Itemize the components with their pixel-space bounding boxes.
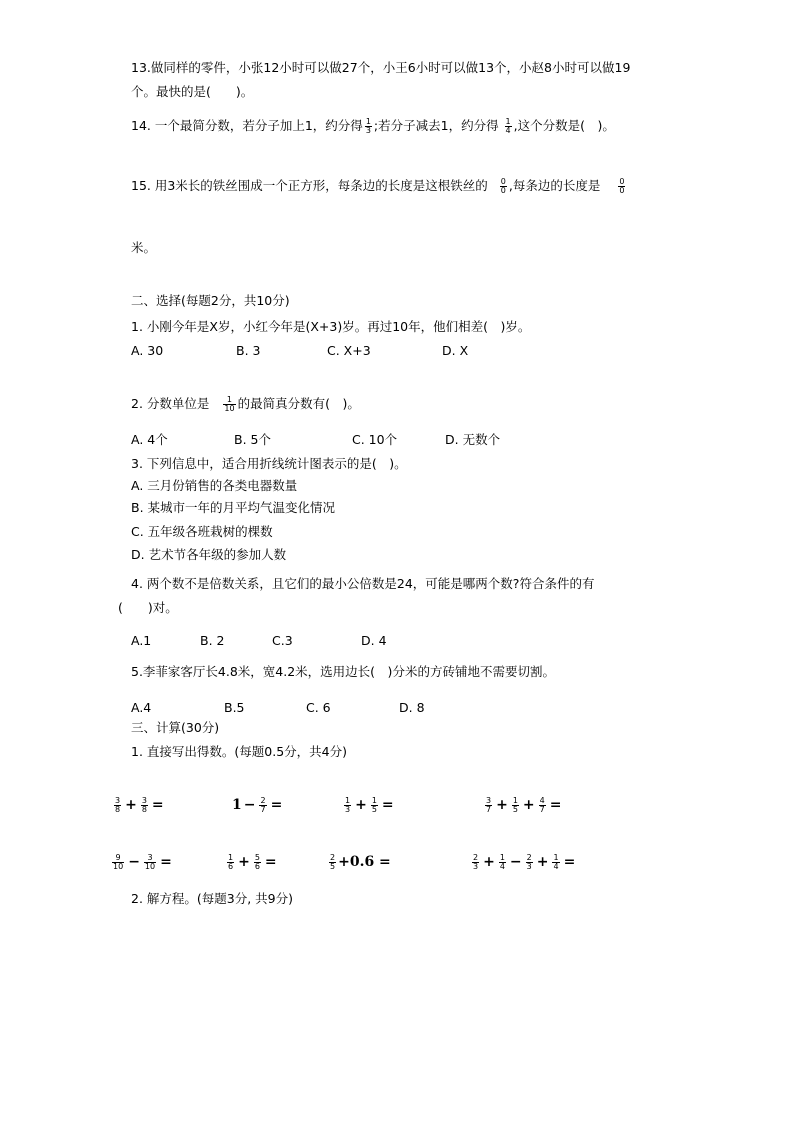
s2-q4-option-b: B. 2: [200, 633, 225, 648]
math-expr-2: 1 − $\frac{2}{7}$ =: [232, 795, 283, 814]
q13-line1: 13.做同样的零件，小张12小时可以做27个，小王6小时可以做13个，小赵8小时可以做19: [131, 60, 631, 75]
math-expr-5: $\frac{9}{10}$ − $\frac{3}{10}$ =: [113, 852, 172, 871]
math-expr-8: $\frac{2}{3}$ + $\frac{1}{4}$ − $\frac{2}{3}$ + $\frac{1}{4}$ =: [473, 852, 576, 871]
s2-q3-option-b: B. 某城市一年的月平均气温变化情况: [131, 500, 336, 515]
s2-q5-option-d: D. 8: [399, 700, 425, 715]
q15-question: [131, 178, 627, 195]
math-expr-7: $\frac{2}{5}$ +0.6 =: [330, 852, 391, 871]
math-expr-1: $\frac{3}{8}$ + $\frac{3}{8}$ =: [115, 795, 164, 814]
q14-fraction-2: $\frac{1}{4}$: [505, 117, 511, 135]
fraction: $\frac{1}{3}$: [345, 795, 351, 814]
s2-q1-option-d: D. X: [442, 343, 469, 358]
fraction: $\frac{3}{7}$: [486, 795, 492, 814]
s2-q1-option-b: B. 3: [236, 343, 261, 358]
math-expr-6: $\frac{1}{6}$ + $\frac{5}{6}$ =: [228, 852, 277, 871]
s2-q2-fraction: $\frac{1}{10}$: [224, 395, 235, 413]
section3-heading: 三、计算(30分): [131, 720, 220, 735]
s2-q4-option-c: C.3: [272, 633, 293, 648]
s2-q4-option-d: D. 4: [361, 633, 387, 648]
s2-q2-option-d: D. 无数个: [445, 432, 501, 447]
s2-q1-option-c: C. X+3: [327, 343, 371, 358]
fraction: $\frac{1}{4}$: [553, 852, 559, 871]
s2-q2-option-a: A. 4个: [131, 432, 168, 447]
fraction: $\frac{2}{7}$: [260, 795, 266, 814]
s2-q2-text-1: 2. 分数单位是: [131, 396, 214, 411]
s2-q2-question: [131, 396, 360, 413]
q14-text-1: 14. 一个最简分数，若分子加上1，约分得: [131, 118, 363, 133]
fraction: $\frac{1}{6}$: [228, 852, 234, 871]
s2-q1-option-a: A. 30: [131, 343, 164, 358]
s2-q1-text: 1. 小刚今年是X岁，小红今年是(X+3)岁。再过10年，他们相差( )岁。: [131, 319, 531, 334]
q15-fraction-1: $\frac{0}{0}$: [500, 177, 506, 195]
q14-text-3: ,这个分数是( )。: [513, 118, 615, 133]
fraction: $\frac{4}{7}$: [539, 795, 545, 814]
s2-q2-option-b: B. 5个: [234, 432, 271, 447]
section2-heading: 二、选择(每题2分，共10分): [131, 293, 290, 308]
math-expr-3: $\frac{1}{3}$ + $\frac{1}{5}$ =: [345, 795, 394, 814]
fraction: $\frac{5}{6}$: [254, 852, 260, 871]
fraction: $\frac{9}{10}$: [113, 852, 124, 871]
q15-text-2: ,每条边的长度是: [508, 178, 605, 193]
s2-q2-option-c: C. 10个: [352, 432, 398, 447]
math-expr-4: $\frac{3}{7}$ + $\frac{1}{5}$ + $\frac{4}{7}$ =: [486, 795, 562, 814]
fraction: $\frac{2}{5}$: [330, 852, 336, 871]
fraction: $\frac{1}{5}$: [512, 795, 518, 814]
section3-sub1: 1. 直接写出得数。(每题0.5分，共4分): [131, 744, 347, 759]
section3-sub2: 2. 解方程。(每题3分, 共9分): [131, 891, 294, 906]
fraction: $\frac{3}{8}$: [115, 795, 121, 814]
fraction: $\frac{2}{3}$: [473, 852, 479, 871]
fraction: $\frac{3}{10}$: [144, 852, 156, 871]
q15-text-1: 15. 用3米长的铁丝围成一个正方形，每条边的长度是这根铁丝的: [131, 178, 492, 193]
s2-q3-option-d: D. 艺术节各年级的参加人数: [131, 547, 287, 562]
q15-line2: 米。: [131, 240, 157, 255]
q15-fraction-2: $\frac{0}{0}$: [619, 177, 625, 195]
fraction: $\frac{2}{3}$: [526, 852, 532, 871]
q14-text-2: ;若分子减去1，约分得: [373, 118, 503, 133]
s2-q5-option-b: B.5: [224, 700, 245, 715]
s2-q3-option-c: C. 五年级各班栽树的棵数: [131, 524, 273, 539]
s2-q4-option-a: A.1: [131, 633, 152, 648]
s2-q3-option-a: A. 三月份销售的各类电器数量: [131, 478, 298, 493]
q13-line2: 个。最快的是( )。: [131, 84, 254, 99]
s2-q4-line2: ( )对。: [118, 600, 178, 615]
s2-q5-option-c: C. 6: [306, 700, 331, 715]
s2-q3-text: 3. 下列信息中，适合用折线统计图表示的是( )。: [131, 456, 407, 471]
q14-fraction-1: $\frac{1}{3}$: [365, 117, 371, 135]
s2-q4-line1: 4. 两个数不是倍数关系，且它们的最小公倍数是24，可能是哪两个数?符合条件的有: [131, 576, 595, 591]
s2-q5-option-a: A.4: [131, 700, 152, 715]
fraction: $\frac{1}{4}$: [499, 852, 505, 871]
s2-q5-text: 5.李菲家客厅长4.8米，宽4.2米，选用边长( )分米的方砖铺地不需要切割。: [131, 664, 555, 679]
fraction: $\frac{1}{5}$: [371, 795, 377, 814]
fraction: $\frac{3}{8}$: [141, 795, 147, 814]
s2-q2-text-2: 的最简真分数有( )。: [237, 396, 360, 411]
q14-question: [131, 118, 615, 135]
